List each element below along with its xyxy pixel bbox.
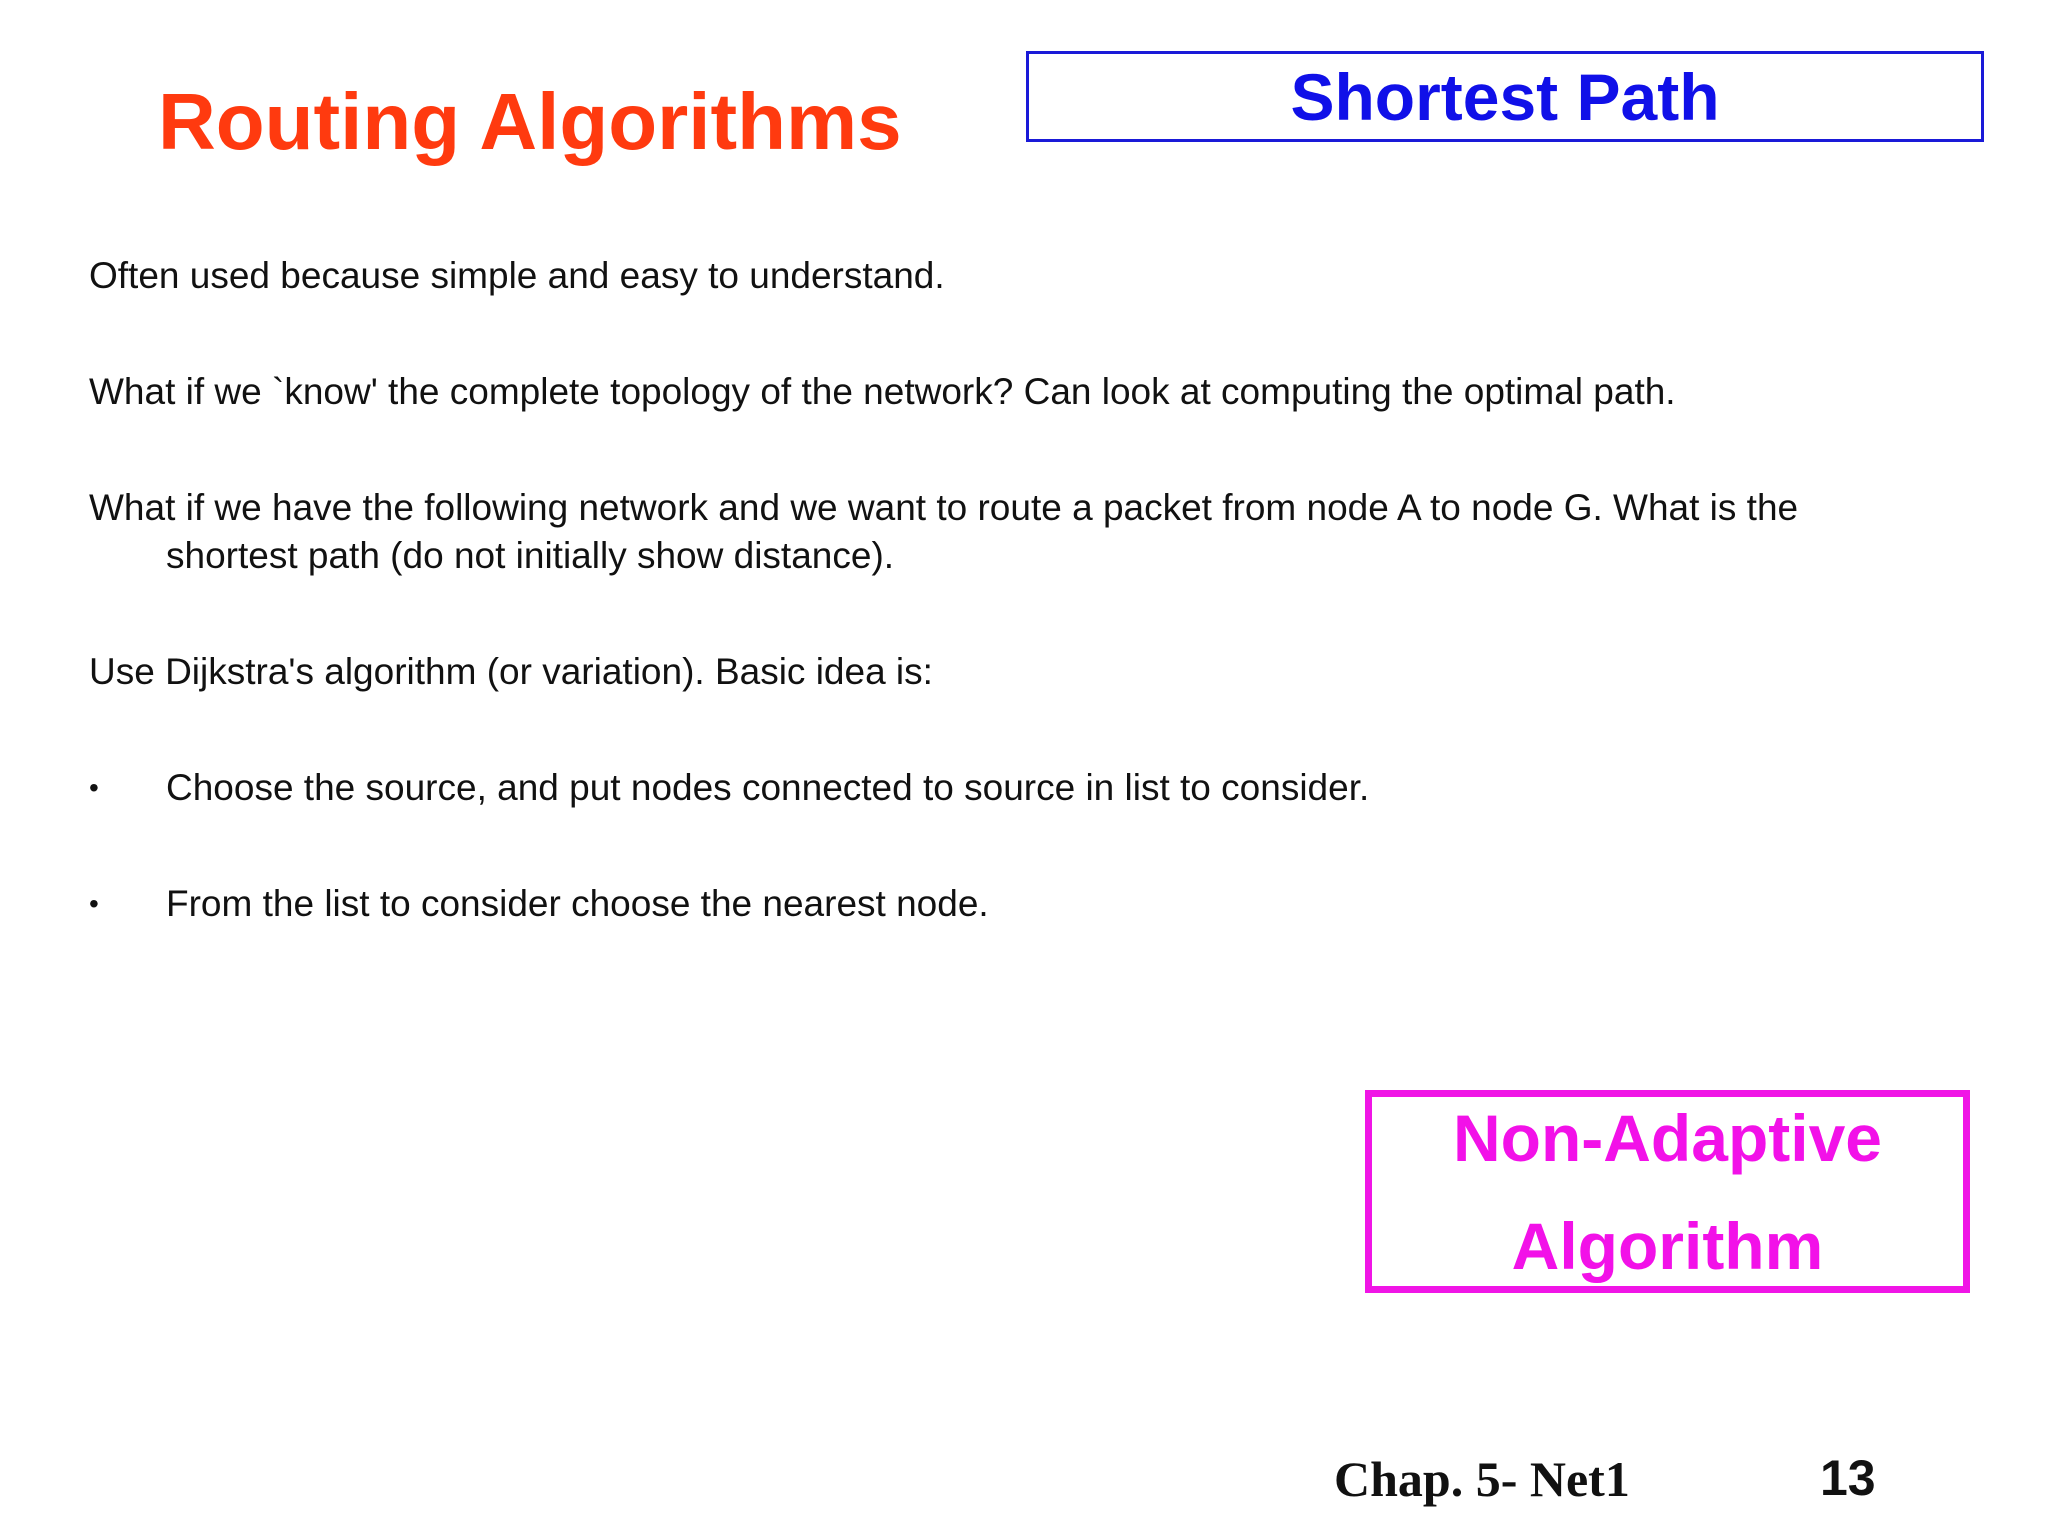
paragraph-topology: What if we `know' the complete topology of the network? Can look at computing the optimal path.: [89, 371, 1676, 412]
bullet-item: [89, 880, 989, 928]
paragraph-dijkstra: Use Dijkstra's algorithm (or variation). Basic idea is:: [89, 651, 933, 692]
paragraph-intro: Often used because simple and easy to understand.: [89, 255, 945, 296]
bullet-text: From the list to consider choose the nearest node.: [166, 883, 989, 924]
topic-label: Shortest Path: [1290, 59, 1720, 134]
footer-chapter: Chap. 5- Net1: [1334, 1451, 1630, 1507]
bullet-icon: •: [89, 888, 99, 919]
paragraph-network-question-line1: What if we have the following network and we want to route a packet from node A to node G. What is the: [89, 487, 1799, 528]
algorithm-type-line1: Non-Adaptive: [1453, 1100, 1882, 1175]
bullet-item: [89, 764, 1369, 812]
footer-page-number: 13: [1820, 1450, 1876, 1506]
algorithm-type-line2: Algorithm: [1511, 1208, 1824, 1283]
paragraph-network-question: [89, 484, 2033, 580]
bullet-text: Choose the source, and put nodes connected to source in list to consider.: [166, 767, 1370, 808]
paragraph-network-question-line2: shortest path (do not initially show distance).: [166, 535, 895, 576]
algorithm-type-box: [1365, 1090, 1970, 1293]
bullet-icon: •: [89, 772, 99, 803]
topic-box: [1026, 51, 1984, 142]
slide-title: Routing Algorithms: [158, 77, 902, 166]
